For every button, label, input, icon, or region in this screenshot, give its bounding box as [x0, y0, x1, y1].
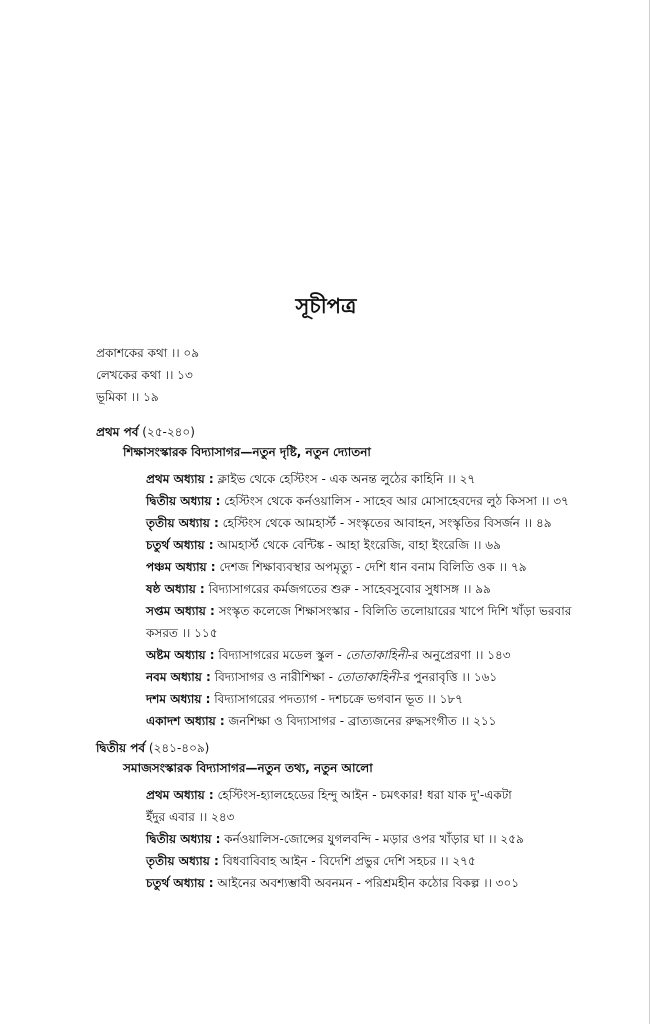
part-2-chapter-list	[146, 784, 611, 894]
chapter-label: দ্বিতীয় অধ্যায় :	[146, 832, 221, 846]
chapter-title-continuation: ইঁদুর এবার ।। ২৪৩	[146, 810, 235, 824]
page-title: সূচীপত্র	[295, 293, 357, 318]
chapter-title: বিদ্যাসাগরের মডেল স্কুল -	[218, 648, 342, 662]
chapter-label: পঞ্চম অধ্যায় :	[146, 560, 216, 574]
chapter-label: তৃতীয় অধ্যায় :	[146, 854, 219, 868]
chapter-label: একাদশ অধ্যায় :	[146, 714, 225, 728]
chapter-title: দেশজ শিক্ষাব্যবস্থার অপমৃত্যু - দেশি ধান বনাম বিলিতি ওক ।। ৭৯	[219, 560, 527, 574]
chapter-title-italic: তোতাকাহিনী	[345, 648, 408, 662]
chapter-title-tail: -র পুনরাবৃত্তি ।। ১৬১	[398, 670, 498, 684]
page-edge-divider	[649, 0, 650, 1024]
chapter-label: তৃতীয় অধ্যায় :	[146, 516, 219, 530]
chapter-entry[interactable]	[146, 490, 611, 512]
chapter-entry[interactable]	[146, 534, 611, 556]
chapter-label: চতুর্থ অধ্যায় :	[146, 538, 214, 552]
chapter-label: প্রথম অধ্যায় :	[146, 788, 214, 802]
part-1-label: প্রথম পর্ব	[96, 425, 139, 439]
chapter-label: দ্বিতীয় অধ্যায় :	[146, 494, 221, 508]
part-1-subtitle: শিক্ষাসংস্কারক বিদ্যাসাগর—নতুন দৃষ্টি, নতুন দ্যোতনা	[123, 445, 371, 459]
front-item-author-note[interactable]: লেখকের কথা ।। ১৩	[96, 368, 193, 382]
chapter-title: হেস্টিংস-হ্যালহেডের হিন্দু আইন - চমৎকার! ধরা যাক দু'-একটা	[217, 788, 512, 802]
part-2-section	[96, 738, 616, 894]
part-1-chapter-list	[146, 468, 611, 732]
chapter-title: বিদ্যাসাগর ও নারীশিক্ষা -	[214, 670, 333, 684]
front-matter-list	[96, 342, 616, 408]
chapter-label: ষষ্ঠ অধ্যায় :	[146, 582, 205, 596]
chapter-title-continuation: কসরত ।। ১১৫	[146, 626, 218, 640]
chapter-label: দশম অধ্যায় :	[146, 692, 211, 706]
chapter-entry[interactable]	[146, 512, 611, 534]
chapter-entry[interactable]	[146, 666, 611, 688]
part-2-label: দ্বিতীয় পর্ব	[96, 741, 146, 755]
chapter-entry[interactable]	[146, 710, 611, 732]
chapter-entry[interactable]	[146, 644, 611, 666]
chapter-entry[interactable]	[146, 600, 611, 644]
chapter-title: বিদ্যাসাগরের কর্মজগতের শুরু - সাহেবসুবোর সুধাসঙ্গ ।। ৯৯	[208, 582, 491, 596]
chapter-label: চতুর্থ অধ্যায় :	[146, 876, 214, 890]
chapter-entry[interactable]	[146, 872, 611, 894]
chapter-title: কর্নওয়ালিস-জোন্সের যুগলবন্দি - মড়ার ওপর খাঁড়ার ঘা ।। ২৫৯	[224, 832, 524, 846]
chapter-title: আইনের অবশ্যম্ভাবী অবনমন - পরিশ্রমহীন কঠোর বিকল্প ।। ৩০১	[217, 876, 520, 890]
chapter-entry[interactable]	[146, 468, 611, 490]
chapter-entry[interactable]	[146, 688, 611, 710]
chapter-title: বিদ্যাসাগরের পদত্যাগ - দশচক্রে ভগবান ভূত ।। ১৮৭	[214, 692, 463, 706]
chapter-title: জনশিক্ষা ও বিদ্যাসাগর - ব্রাত্যজনের রুদ্ধসংগীত ।। ২১১	[228, 714, 497, 728]
part-1-section	[96, 422, 616, 732]
chapter-title-tail: -র অনুপ্রেরণা ।। ১৪৩	[407, 648, 511, 662]
front-item-publisher-note[interactable]: প্রকাশকের কথা ।। ০৯	[96, 346, 200, 360]
chapter-title: বিধবাবিবাহ আইন - বিদেশি প্রভুর দেশি সহচর ।। ২৭৫	[222, 854, 476, 868]
chapter-entry[interactable]	[146, 828, 611, 850]
chapter-label: নবম অধ্যায় :	[146, 670, 211, 684]
chapter-entry[interactable]	[146, 850, 611, 872]
chapter-title-italic: তোতাকাহিনী	[336, 670, 399, 684]
chapter-entry[interactable]	[146, 578, 611, 600]
chapter-title: সংস্কৃত কলেজে শিক্ষাসংস্কার - বিলিতি তলোয়ারের খাপে দিশি খাঁড়া ভরবার	[218, 604, 572, 618]
part-2-page-range: (২৪১-৪০৯)	[148, 741, 210, 755]
front-item-introduction[interactable]: ভূমিকা ।। ১৯	[96, 390, 159, 404]
chapter-title: আমহার্স্ট থেকে বেন্টিঙ্ক - আহা ইংরেজি, বাহা ইংরেজি ।। ৬৯	[217, 538, 501, 552]
chapter-label: সপ্তম অধ্যায় :	[146, 604, 215, 618]
chapter-label: অষ্টম অধ্যায় :	[146, 648, 215, 662]
part-1-page-range: (২৫-২৪০)	[142, 425, 195, 439]
chapter-title: হেস্টিংস থেকে কর্নওয়ালিস - সাহেব আর মোসাহেবদের লুঠ কিসসা ।। ৩৭	[224, 494, 569, 508]
chapter-title: ক্লাইভ থেকে হেস্টিংস - এক অনন্ত লুঠের কাহিনি ।। ২৭	[217, 472, 476, 486]
chapter-entry[interactable]	[146, 784, 611, 828]
chapter-title: হেস্টিংস থেকে আমহার্স্ট - সংস্কৃতের আবাহন, সংস্কৃতির বিসর্জন ।। ৪৯	[222, 516, 552, 530]
part-2-heading[interactable]	[96, 738, 616, 758]
part-1-heading[interactable]	[96, 422, 616, 442]
chapter-label: প্রথম অধ্যায় :	[146, 472, 214, 486]
chapter-entry[interactable]	[146, 556, 611, 578]
part-2-subtitle: সমাজসংস্কারক বিদ্যাসাগর—নতুন তথ্য, নতুন আলো	[123, 761, 373, 775]
